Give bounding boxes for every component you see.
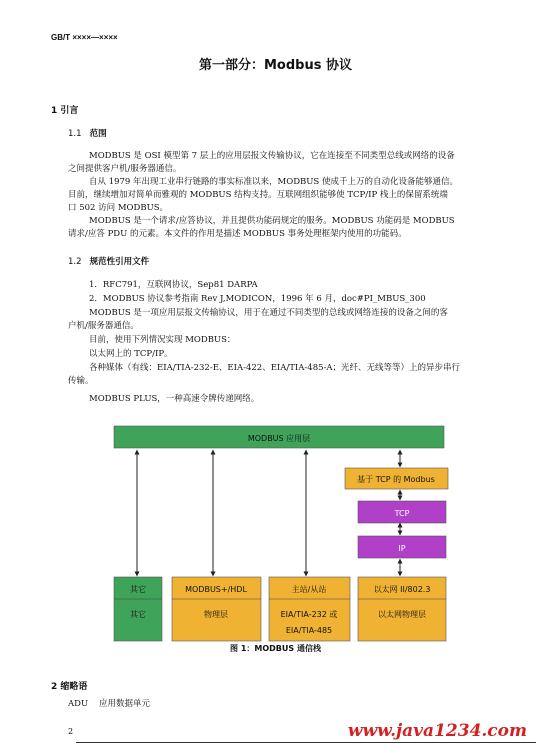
modbus-application-layer-label: MODBUS 应用层 (247, 434, 311, 443)
page-number: 2 (68, 727, 74, 736)
column-ethernet-bottom-label: 以太网物理层 (378, 610, 426, 619)
abbreviation-term: ADU (68, 699, 89, 709)
section-1-heading: 1 引言 (51, 106, 79, 116)
paragraph-line: 以太网上的 TCP/IP。 (89, 349, 173, 359)
paragraph-line: MODBUS PLUS，一种高速令牌传递网络。 (89, 394, 260, 404)
abbreviation-entry (68, 698, 150, 710)
column-other-bottom-label: 其它 (130, 610, 146, 619)
section-1-1-number: 1.1 (68, 129, 82, 139)
reference-item: 1．RFC791，互联网协议，Sep81 DARPA (89, 280, 258, 290)
paragraph-line: MODBUS 是一项应用层报文传输协议，用于在通过不同类型的总线或网络连接的设备之间的客 (89, 308, 448, 318)
document-code: GB/T ××××—×××× (51, 33, 118, 42)
figure-caption: 图 1：MODBUS 通信栈 (230, 644, 321, 653)
paragraph-line: 目前，使用下列情况实现 MODBUS： (89, 335, 236, 345)
paragraph-line: MODBUS 是一个请求/应答协议，并且提供功能码规定的服务。MODBUS 功能码是 MODBUS (89, 216, 455, 226)
section-1-1-title: 范围 (89, 129, 107, 139)
reference-item: 2．MODBUS 协议参考指南 Rev J,MODICON，1996 年 6 月，doc#PI_MBUS_300 (89, 294, 426, 304)
paragraph-line: 各种媒体（有线：EIA/TIA-232-E、EIA-422、EIA/TIA-485-A；光纤、无线等等）上的异步串行 (89, 363, 461, 373)
page-title: 第一部分：Modbus 协议 (199, 58, 352, 73)
paragraph-line: 之间提供客户机/服务器通信。 (68, 164, 182, 174)
paragraph-line: 户机/服务器通信。 (68, 321, 139, 331)
tcp-label: TCP (394, 509, 410, 518)
column-ethernet-top-label: 以太网 II/802.3 (373, 585, 431, 594)
footer-divider (76, 742, 536, 743)
paragraph-line: MODBUS 是 OSI 模型第 7 层上的应用层报文传输协议，它在连接至不同类型总线或网络的设备 (89, 151, 455, 161)
paragraph-line: 口 502 访问 MODBUS。 (68, 203, 169, 213)
paragraph-line: 传输。 (68, 376, 94, 386)
section-1-2-number: 1.2 (68, 257, 82, 267)
ip-label: IP (398, 544, 406, 553)
abbreviation-definition: 应用数据单元 (98, 699, 150, 709)
column-master-slave-bottom-label-2: EIA/TIA-485 (285, 626, 333, 635)
column-modbus-plus-bottom-label: 物理层 (204, 610, 228, 619)
section-2-heading: 2 缩略语 (51, 682, 88, 692)
column-other-top-label: 其它 (130, 585, 146, 594)
section-1-2-title: 规范性引用文件 (89, 257, 150, 267)
column-master-slave-bottom-label-1: EIA/TIA-232 或 (280, 610, 338, 619)
watermark: www.java1234.com (347, 721, 527, 741)
column-master-slave-top-label: 主站/从站 (291, 585, 327, 594)
paragraph-line: 目前，继续增加对简单而雅观的 MODBUS 结构支持。互联网组织能够使 TCP/IP 栈上的保留系统端 (68, 190, 448, 200)
column-modbus-plus-top-label: MODBUS+/HDL (185, 585, 247, 594)
modbus-on-tcp-label: 基于 TCP 的 Modbus (357, 475, 435, 484)
paragraph-line: 自从 1979 年出现工业串行链路的事实标准以来，MODBUS 使成千上万的自动化设备能够通信。 (89, 177, 458, 187)
paragraph-line: 请求/应答 PDU 的元素。本文件的作用是描述 MODBUS 事务处理框架内使用的功能码。 (68, 229, 407, 239)
